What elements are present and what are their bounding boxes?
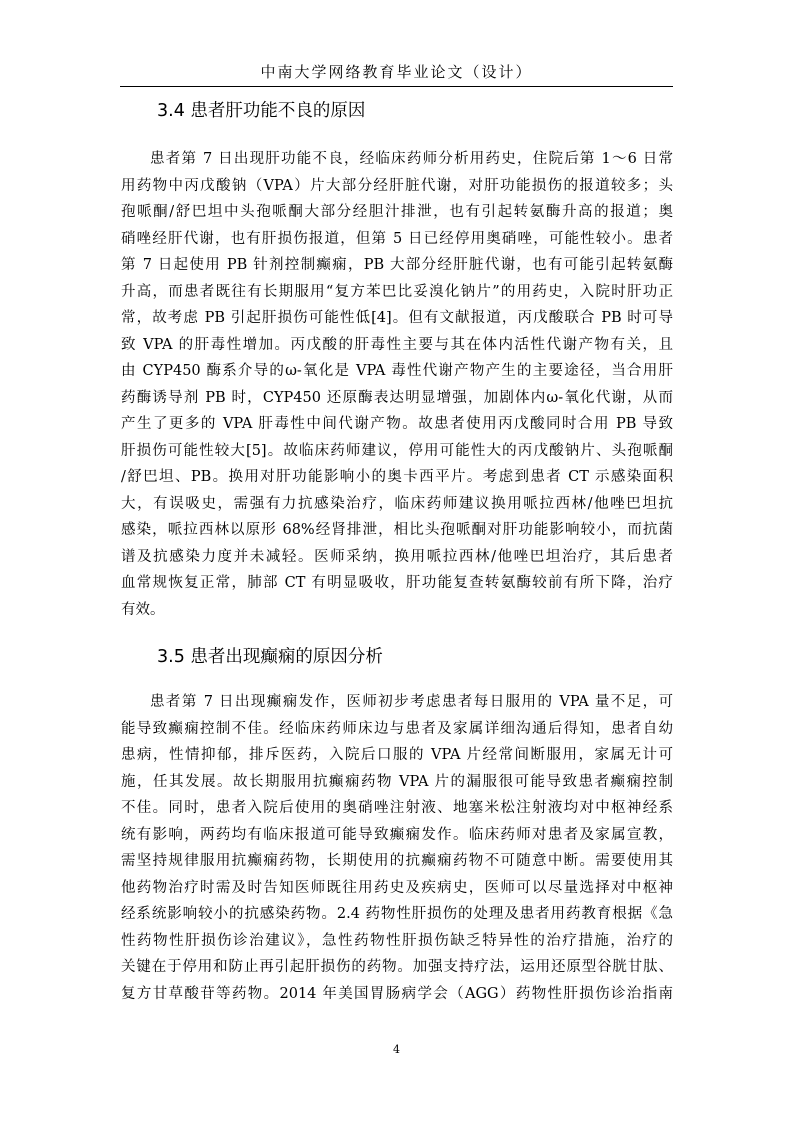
paragraph-line: 致 VPA 的肝毒性增加。丙戊酸的肝毒性主要与其在体内活性代谢产物有关，且 xyxy=(121,336,673,353)
paragraph-line: 血常规恢复正常，肺部 CT 有明显吸收，肝功能复查转氨酶较前有所下降，治疗 xyxy=(121,575,673,591)
section-3-5-paragraph xyxy=(121,689,673,1007)
paragraph-line: 第 7 日起使用 PB 针剂控制癫痫，PB 大部分经肝脏代谢，也有可能引起转氨酶 xyxy=(121,257,673,273)
paragraph-line: 感染，哌拉西林以原形 68%经肾排泄，相比头孢哌酮对肝功能影响较小，而抗菌 xyxy=(121,522,673,538)
paragraph-line: 产生了更多的 VPA 肝毒性中间代谢产物。故患者使用丙戊酸同时合用 PB 导致 xyxy=(121,416,673,432)
paragraph-line: 由 CYP450 酶系介导的ω-氧化是 VPA 毒性代谢产物产生的主要途径，当合用肝 xyxy=(121,363,673,379)
paragraph-line: 关键在于停用和防止再引起肝损伤的药物。加强支持疗法，运用还原型谷胱甘肽、 xyxy=(121,959,673,975)
paragraph-line: 统有影响，两药均有临床报道可能导致癫痫发作。临床药师对患者及家属宣教， xyxy=(121,826,673,843)
paragraph-line: 能导致癫痫控制不佳。经临床药师床边与患者及家属详细沟通后得知，患者自幼 xyxy=(121,720,673,737)
section-heading-3-5: 3.5 患者出现癫痫的原因分析 xyxy=(157,647,383,667)
paragraph-line: 肝损伤可能性较大[5]。故临床药师建议，停用可能性大的丙戊酸钠片、头孢哌酮 xyxy=(121,442,673,459)
paragraph-line: 患者第 7 日出现癫痫发作，医师初步考虑患者每日服用的 VPA 量不足，可 xyxy=(150,694,673,710)
paragraph-line: 施，任其发展。故长期服用抗癫痫药物 VPA 片的漏服很可能导致患者癫痫控制 xyxy=(121,773,673,790)
paragraph-line: 经系统影响较小的抗感染药物。2.4 药物性肝损伤的处理及患者用药教育根据《急 xyxy=(121,906,673,922)
paragraph-line: 患者第 7 日出现肝功能不良，经临床药师分析用药史，住院后第 1～6 日常 xyxy=(150,151,673,167)
paragraph-line: 大，有误吸史，需强有力抗感染治疗，临床药师建议换用哌拉西林/他唑巴坦抗 xyxy=(121,495,673,512)
header-divider xyxy=(120,86,673,87)
paragraph-line: 药酶诱导剂 PB 时，CYP450 还原酶表达明显增强，加剧体内ω-氧化代谢，从而 xyxy=(121,389,673,406)
paragraph-line: 升高，而患者既往有长期服用“复方苯巴比妥溴化钠片”的用药史，入院时肝功正 xyxy=(121,283,673,300)
paragraph-line: 用药物中丙戊酸钠（VPA）片大部分经肝脏代谢，对肝功能损伤的报道较多；头 xyxy=(121,177,673,194)
paragraph-line: 不佳。同时，患者入院后使用的奥硝唑注射液、地塞米松注射液均对中枢神经系 xyxy=(121,800,673,816)
page-number: 4 xyxy=(393,1043,400,1056)
paragraph-line: 他药物治疗时需及时告知医师既往用药史及疾病史，医师可以尽量选择对中枢神 xyxy=(121,879,673,896)
paragraph-line: 孢哌酮/舒巴坦中头孢哌酮大部分经胆汁排泄，也有引起转氨酶升高的报道；奥 xyxy=(121,204,673,220)
paragraph-line: 需坚持规律服用抗癫痫药物，长期使用的抗癫痫药物不可随意中断。需要使用其 xyxy=(121,853,673,869)
paragraph-line: /舒巴坦、PB。换用对肝功能影响小的奥卡西平片。考虑到患者 CT 示感染面积 xyxy=(121,469,673,485)
section-3-4-paragraph xyxy=(121,146,673,623)
thesis-header-title: 中南大学网络教育毕业论文（设计） xyxy=(260,63,533,81)
section-heading-3-4: 3.4 患者肝功能不良的原因 xyxy=(157,101,366,121)
paragraph-line: 患病，性情抑郁，排斥医药，入院后口服的 VPA 片经常间断服用，家属无计可 xyxy=(121,747,673,763)
paragraph-line: 有效。 xyxy=(121,601,165,618)
paragraph-line: 复方甘草酸苷等药物。2014 年美国胃肠病学会（AGG）药物性肝损伤诊治指南 xyxy=(121,985,673,1002)
paragraph-line: 常，故考虑 PB 引起肝损伤可能性低[4]。但有文献报道，丙戊酸联合 PB 时可导 xyxy=(121,310,673,326)
paragraph-line: 性药物性肝损伤诊治建议》，急性药物性肝损伤缺乏特异性的治疗措施，治疗的 xyxy=(121,932,673,949)
paragraph-line: 硝唑经肝代谢，也有肝损伤报道，但第 5 日已经停用奥硝唑，可能性较小。患者 xyxy=(121,230,673,247)
paragraph-line: 谱及抗感染力度并未减轻。医师采纳，换用哌拉西林/他唑巴坦治疗，其后患者 xyxy=(121,548,673,565)
